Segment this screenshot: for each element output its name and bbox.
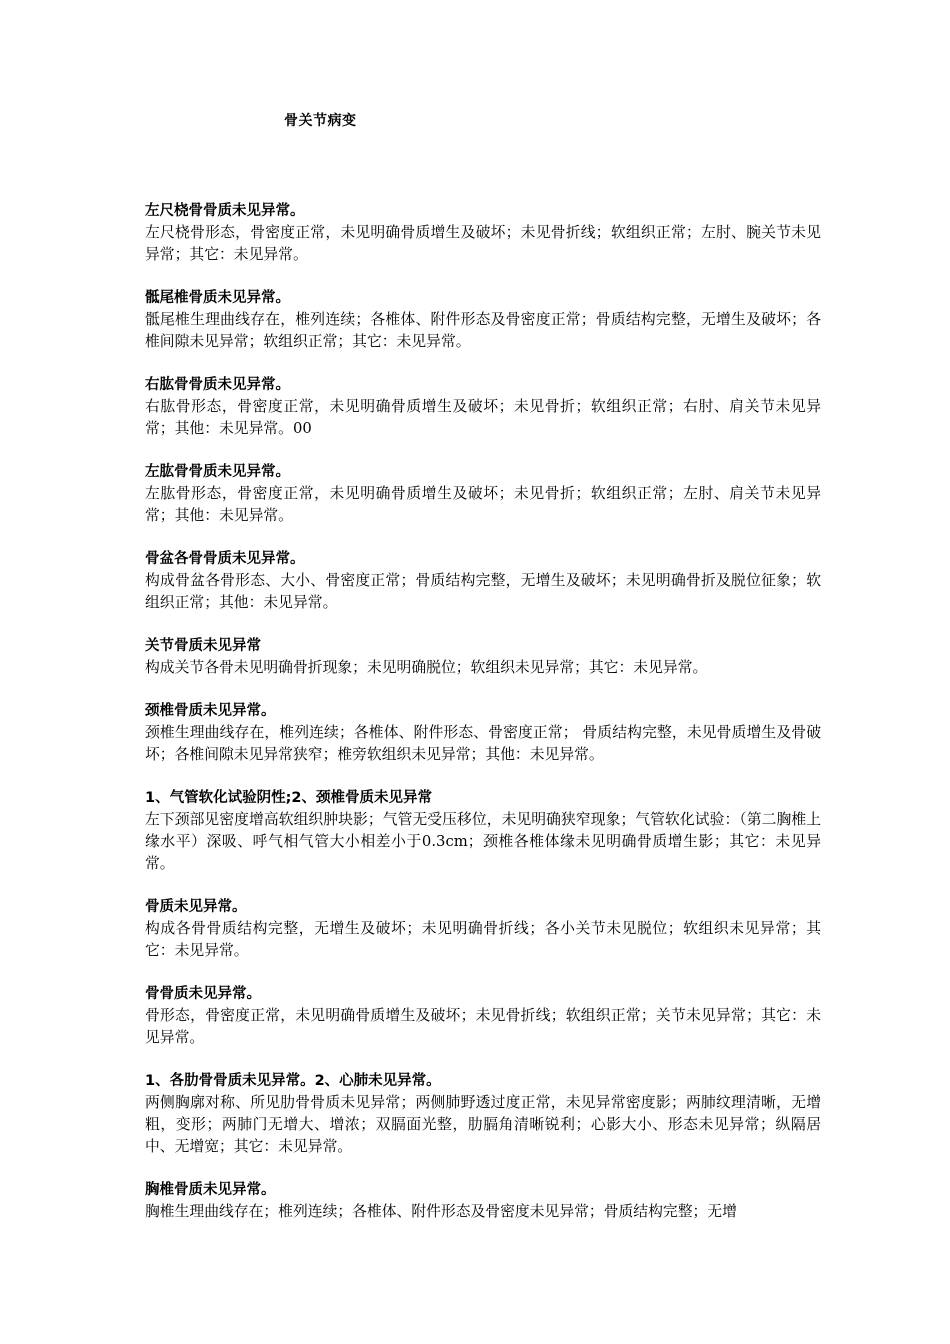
- entry-body: 右肱骨形态，骨密度正常，未见明确骨质增生及破坏；未见骨折；软组织正常；右肘、肩关节未见异常；其他：未见异常。00: [145, 398, 821, 437]
- document-title: 骨关节病变: [284, 113, 357, 129]
- entry-body: 左尺桡骨形态，骨密度正常，未见明确骨质增生及破坏；未见骨折线；软组织正常；左肘、腕关节未见异常；其它：未见异常。: [145, 224, 821, 263]
- entry-heading: 左尺桡骨骨质未见异常。: [145, 203, 305, 219]
- report-entry: [145, 896, 821, 962]
- entry-heading: 胸椎骨质未见异常。: [145, 1182, 276, 1198]
- entry-body: 左下颈部见密度增高软组织肿块影；气管无受压移位，未见明确狭窄现象；气管软化试验：（第二胸椎上缘水平）深吸、呼气相气管大小相差小于0.3cm；颈椎各椎体缘未见明确骨质增生影；其它：未见异常。: [145, 811, 821, 872]
- report-entry: [145, 374, 821, 440]
- entry-body: 骶尾椎生理曲线存在，椎列连续；各椎体、附件形态及骨密度正常；骨质结构完整，无增生及破坏；各椎间隙未见异常；软组织正常；其它：未见异常。: [145, 311, 821, 350]
- entry-body: 两侧胸廓对称、所见肋骨骨质未见异常；两侧肺野透过度正常，未见异常密度影；两肺纹理清晰，无增粗，变形；两肺门无增大、增浓；双膈面光整，肋膈角清晰锐利；心影大小、形态未见异常；纵隔居中、无增宽；其它：未见异常。: [145, 1094, 821, 1155]
- entry-body: 颈椎生理曲线存在，椎列连续；各椎体、附件形态、骨密度正常； 骨质结构完整，未见骨质增生及骨破坏；各椎间隙未见异常狭窄；椎旁软组织未见异常；其他：未见异常。: [145, 724, 821, 763]
- report-entry: [145, 1070, 821, 1158]
- entry-body: 胸椎生理曲线存在；椎列连续；各椎体、附件形态及骨密度未见异常；骨质结构完整；无增: [145, 1203, 737, 1220]
- report-entry: [145, 1179, 821, 1223]
- entry-heading: 关节骨质未见异常: [145, 638, 261, 654]
- entry-body: 构成各骨骨质结构完整，无增生及破坏；未见明确骨折线；各小关节未见脱位；软组织未见异常；其它：未见异常。: [145, 920, 821, 959]
- entry-heading: 右肱骨骨质未见异常。: [145, 377, 290, 393]
- report-entry: [145, 983, 821, 1049]
- entry-body: 骨形态，骨密度正常，未见明确骨质增生及破坏；未见骨折线；软组织正常；关节未见异常；其它：未见异常。: [145, 1007, 821, 1046]
- entry-heading: 左肱骨骨质未见异常。: [145, 464, 290, 480]
- entry-body: 构成关节各骨未见明确骨折现象；未见明确脱位；软组织未见异常；其它：未见异常。: [145, 659, 708, 676]
- report-entries: [145, 200, 821, 1244]
- report-entry: [145, 461, 821, 527]
- entry-heading: 1、气管软化试验阴性;2、颈椎骨质未见异常: [145, 790, 432, 806]
- entry-heading: 骶尾椎骨质未见异常。: [145, 290, 290, 306]
- entry-heading: 1、各肋骨骨质未见异常。2、心肺未见异常。: [145, 1073, 441, 1089]
- report-entry: [145, 635, 821, 679]
- entry-heading: 骨骨质未见异常。: [145, 986, 261, 1002]
- entry-heading: 骨盆各骨骨质未见异常。: [145, 551, 305, 567]
- report-entry: [145, 287, 821, 353]
- entry-heading: 颈椎骨质未见异常。: [145, 703, 276, 719]
- report-entry: [145, 548, 821, 614]
- entry-heading: 骨质未见异常。: [145, 899, 247, 915]
- entry-body: 左肱骨形态，骨密度正常，未见明确骨质增生及破坏；未见骨折；软组织正常；左肘、肩关节未见异常；其他：未见异常。: [145, 485, 821, 524]
- report-entry: [145, 787, 821, 875]
- entry-body: 构成骨盆各骨形态、大小、骨密度正常；骨质结构完整，无增生及破坏；未见明确骨折及脱位征象；软组织正常；其他：未见异常。: [145, 572, 821, 611]
- report-entry: [145, 200, 821, 266]
- report-entry: [145, 700, 821, 766]
